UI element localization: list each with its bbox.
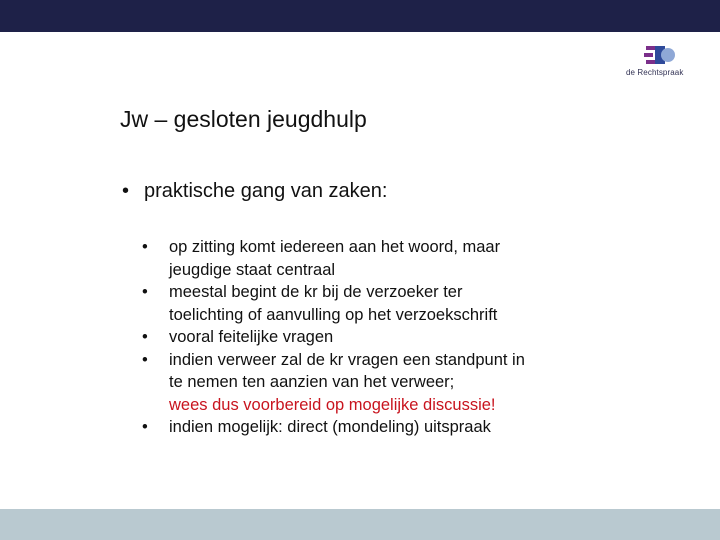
sub-bullet-line: indien mogelijk: direct (mondeling) uitspraak [169,418,491,436]
bullet-dot: • [142,283,148,301]
bullet-dot: • [142,418,148,436]
main-bullet-text: praktische gang van zaken: [144,180,388,202]
sub-bullet-item [142,349,612,417]
rechtspraak-emblem-icon [626,44,688,66]
sub-bullet-line: toelichting of aanvulling op het verzoekschrift [169,305,498,324]
highlight-text: wees dus voorbereid op mogelijke discussie! [169,395,496,414]
sub-bullet-line: te nemen ten aanzien van het verweer; [169,373,455,391]
sub-bullet-list [142,236,612,439]
footer-bar [0,509,720,540]
header-bar [0,0,720,32]
slide-title: Jw – gesloten jeugdhulp [120,106,367,132]
sub-bullet-line: vooral feitelijke vragen [169,328,334,346]
sub-bullet-item [142,281,612,326]
rechtspraak-logo [626,44,688,80]
bullet-dot: • [142,328,148,346]
sub-bullet-line: jeugdige staat centraal [169,260,336,279]
sub-bullet-item [142,326,612,349]
sub-bullet-item [142,236,612,281]
logo-text: de Rechtspraak [626,68,684,77]
sub-bullet-line: op zitting komt iedereen aan het woord, maar [169,238,501,256]
bullet-dot: • [142,238,148,256]
sub-bullet-item [142,416,612,439]
bullet-dot: • [122,180,130,202]
sub-bullet-line: meestal begint de kr bij de verzoeker ter [169,283,463,301]
sub-bullet-line: indien verweer zal de kr vragen een standpunt in [169,350,525,369]
bullet-dot: • [142,350,148,369]
main-bullet [122,180,388,203]
